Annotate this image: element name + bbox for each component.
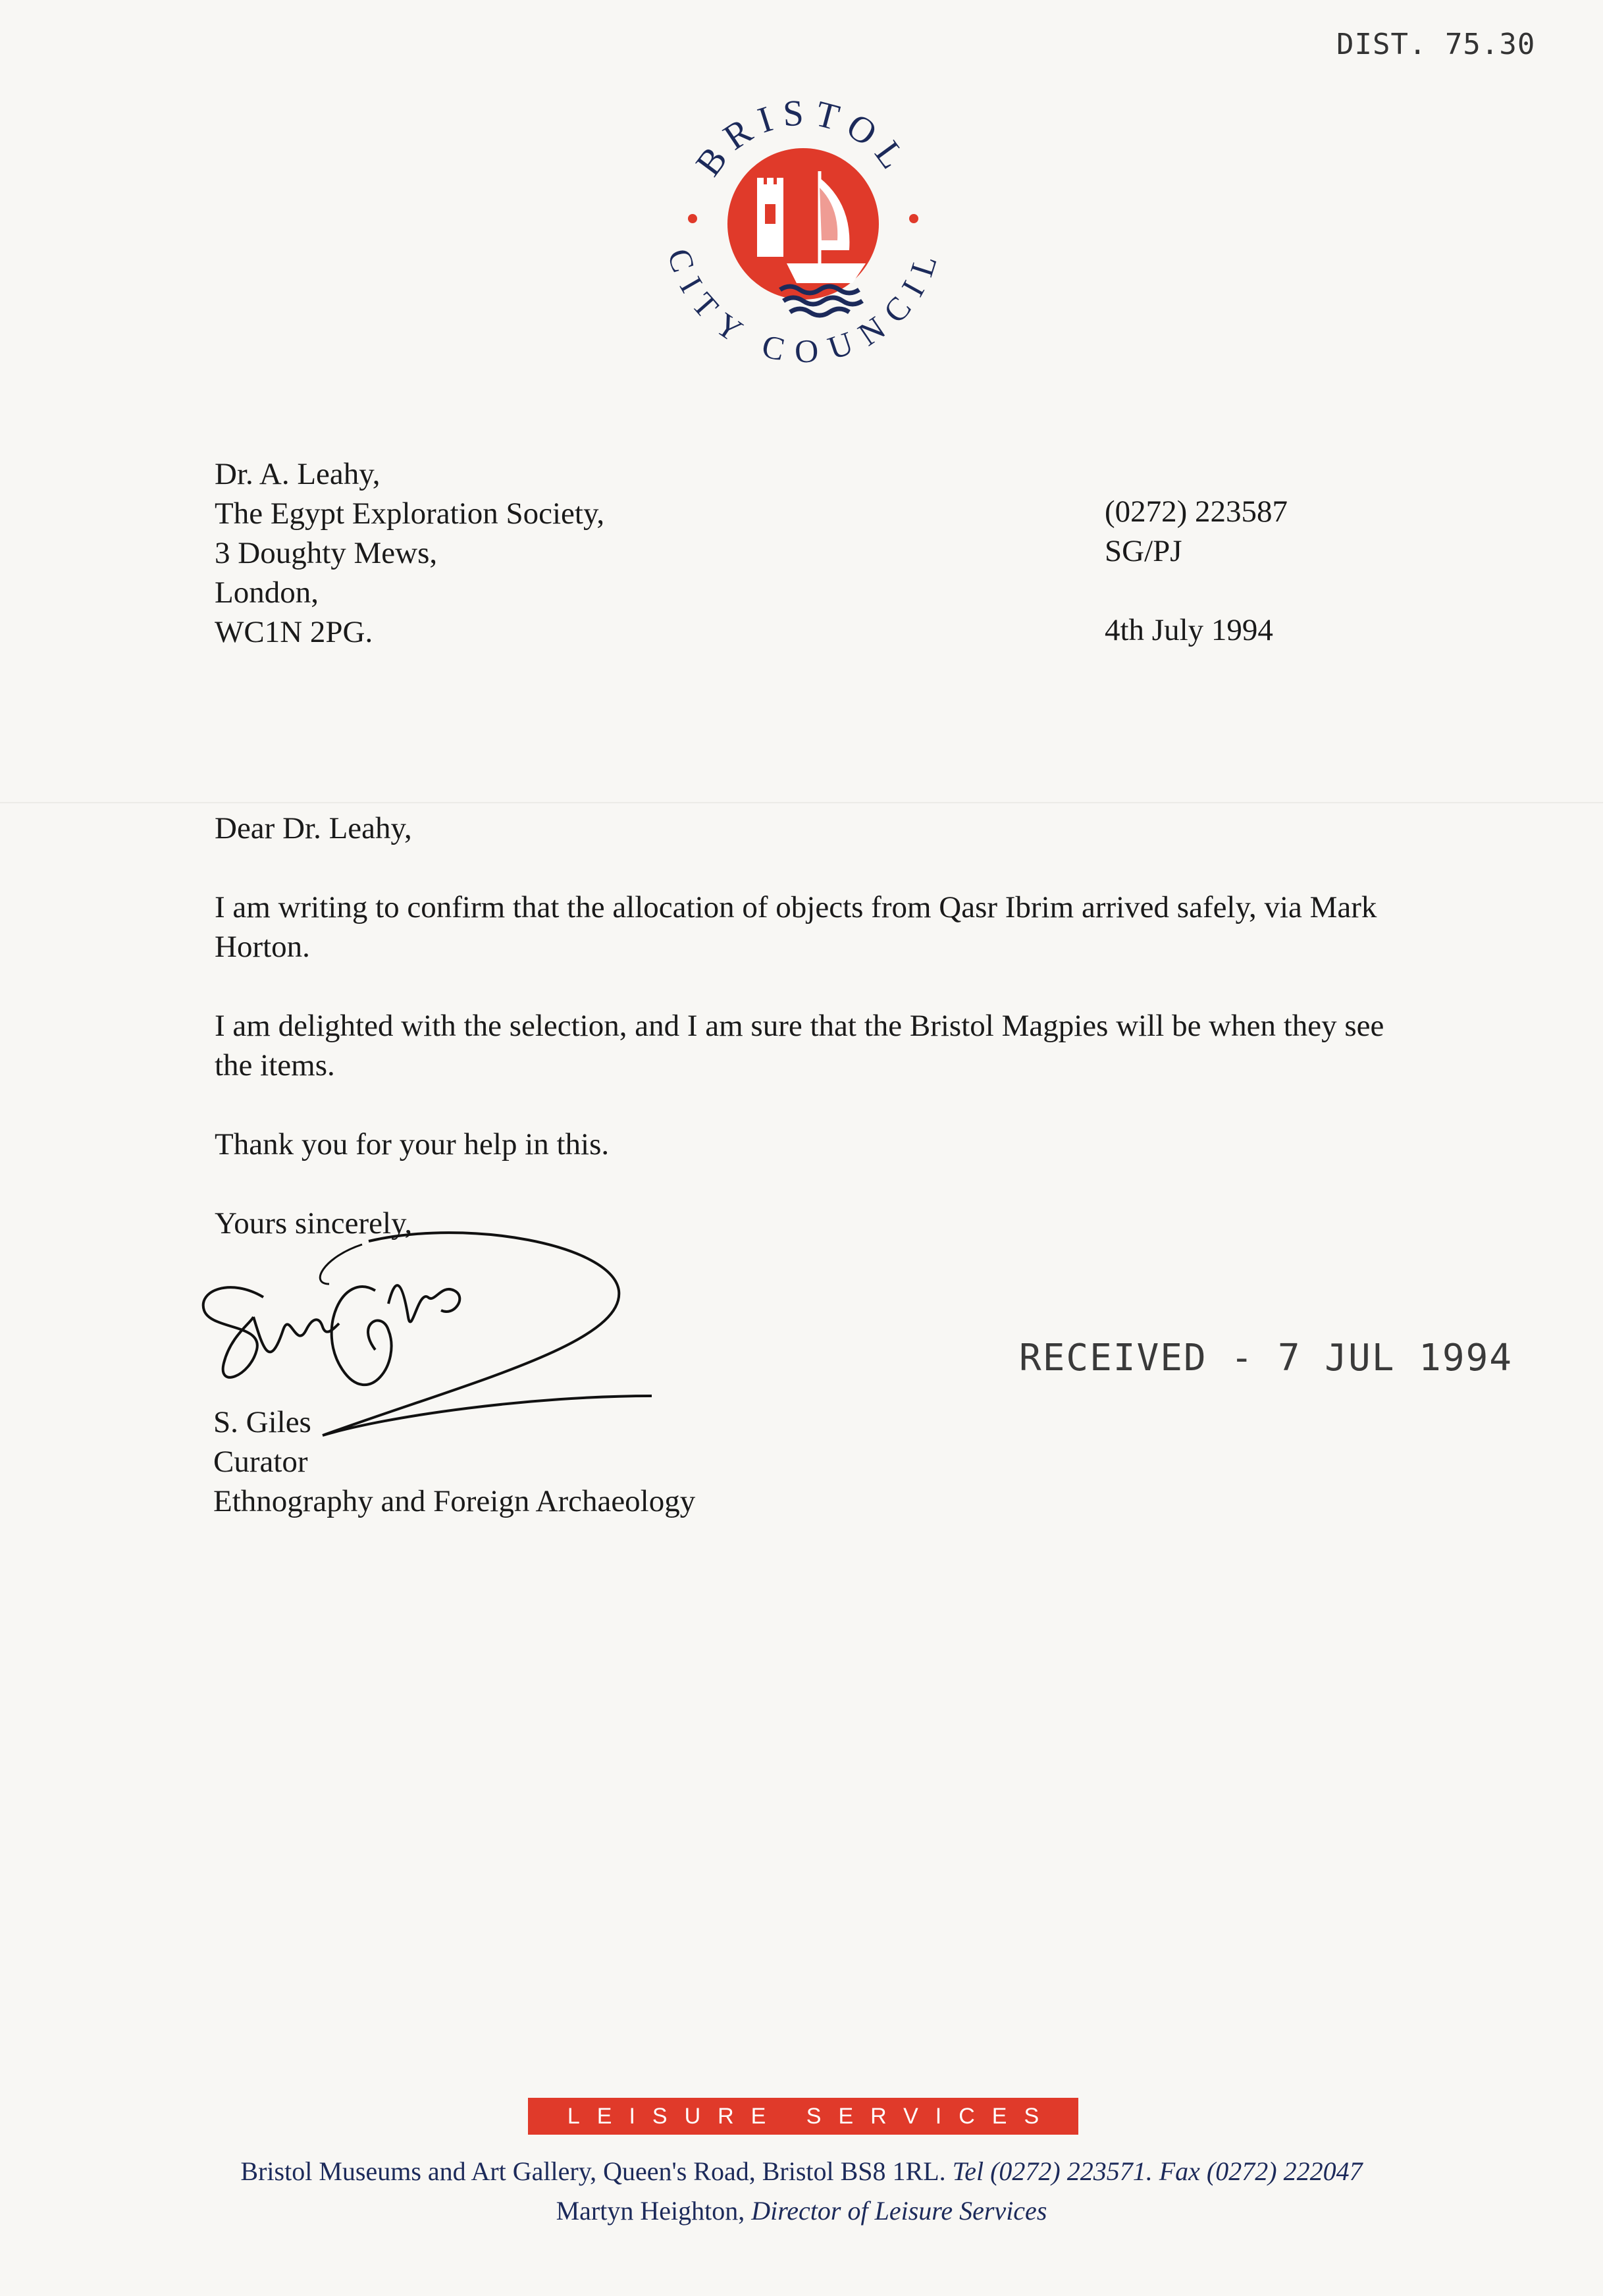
fold-line bbox=[0, 802, 1603, 803]
footer-address-line bbox=[0, 2156, 1603, 2187]
signer-block bbox=[213, 1402, 695, 1521]
signer-title: Curator bbox=[213, 1445, 308, 1479]
director-name: Martyn Heighton, bbox=[556, 2196, 745, 2226]
director-title: Director of Leisure Services bbox=[751, 2196, 1047, 2226]
reference-code: SG/PJ bbox=[1105, 534, 1182, 568]
logo-dot-right bbox=[909, 214, 918, 223]
paragraph: Thank you for your help in this. bbox=[215, 1127, 610, 1161]
paragraph: I am delighted with the selection, and I am sure that the Bristol Magpies will be when they see the items. bbox=[215, 1009, 1384, 1082]
logo-bottom-text: CITY COUNCIL bbox=[660, 244, 946, 370]
logo-dot-left bbox=[688, 214, 697, 223]
recipient-line: Dr. A. Leahy, bbox=[215, 457, 381, 491]
recipient-address bbox=[215, 454, 604, 652]
signer-name: S. Giles bbox=[213, 1405, 311, 1439]
letter-body bbox=[215, 809, 1452, 1243]
phone-number: (0272) 223587 bbox=[1105, 494, 1288, 529]
closing: Yours sincerely, bbox=[215, 1206, 413, 1241]
recipient-line: The Egypt Exploration Society, bbox=[215, 496, 605, 531]
recipient-line: WC1N 2PG. bbox=[215, 615, 373, 649]
footer-director-line bbox=[0, 2195, 1603, 2226]
footer-contact: Tel (0272) 223571. Fax (0272) 222047 bbox=[952, 2156, 1363, 2186]
bristol-city-council-logo bbox=[652, 72, 955, 375]
reference-block bbox=[1105, 492, 1288, 650]
footer-address: Bristol Museums and Art Gallery, Queen's Road, Bristol BS8 1RL. bbox=[240, 2156, 946, 2186]
logo-ship-icon bbox=[787, 263, 866, 283]
letter-date: 4th July 1994 bbox=[1105, 613, 1273, 647]
received-stamp: RECEIVED - 7 JUL 1994 bbox=[1019, 1337, 1513, 1379]
paragraph: I am writing to confirm that the allocation of objects from Qasr Ibrim arrived safely, via Mark Horton. bbox=[215, 890, 1377, 964]
leisure-services-banner: LEISURE SERVICES bbox=[528, 2098, 1078, 2135]
recipient-line: London, bbox=[215, 575, 319, 610]
signer-department: Ethnography and Foreign Archaeology bbox=[213, 1484, 696, 1518]
handwritten-annotation: DIST. 75.30 bbox=[1336, 28, 1536, 61]
recipient-line: 3 Doughty Mews, bbox=[215, 536, 438, 570]
logo-top-text: BRISTOL bbox=[688, 92, 919, 184]
salutation: Dear Dr. Leahy, bbox=[215, 811, 412, 845]
